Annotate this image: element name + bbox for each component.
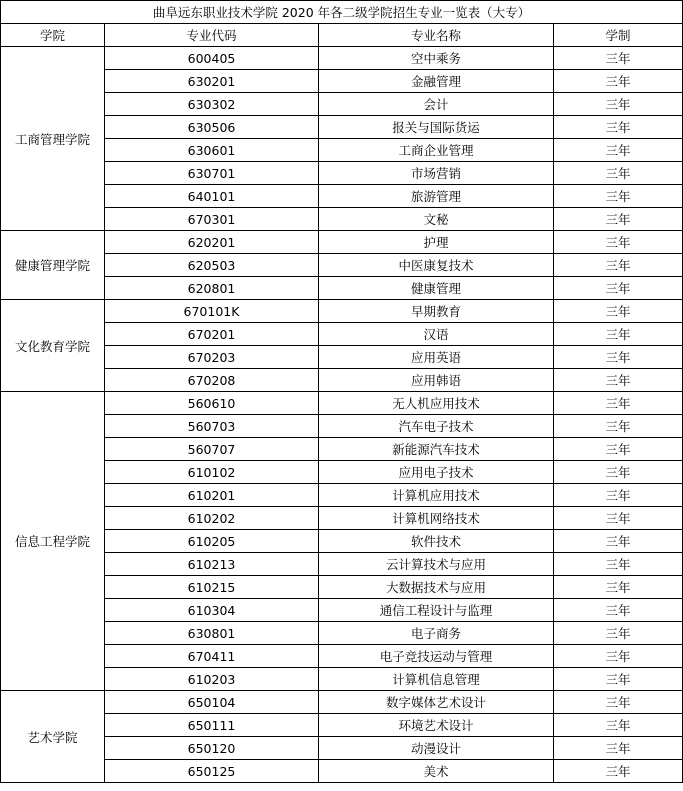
header-duration: 学制 <box>554 24 683 47</box>
major-code-cell: 560610 <box>105 392 319 415</box>
major-duration-cell: 三年 <box>554 392 683 415</box>
major-duration-cell: 三年 <box>554 70 683 93</box>
major-name-cell: 新能源汽车技术 <box>319 438 554 461</box>
major-name-cell: 电子竞技运动与管理 <box>319 645 554 668</box>
major-code-cell: 670101K <box>105 300 319 323</box>
major-duration-cell: 三年 <box>554 323 683 346</box>
major-duration-cell: 三年 <box>554 254 683 277</box>
major-code-cell: 610203 <box>105 668 319 691</box>
major-code-cell: 610202 <box>105 507 319 530</box>
major-duration-cell: 三年 <box>554 553 683 576</box>
major-code-cell: 610215 <box>105 576 319 599</box>
major-code-cell: 600405 <box>105 47 319 70</box>
major-name-cell: 环境艺术设计 <box>319 714 554 737</box>
college-name-cell: 信息工程学院 <box>1 392 105 691</box>
college-name-cell: 健康管理学院 <box>1 231 105 300</box>
major-name-cell: 汉语 <box>319 323 554 346</box>
major-duration-cell: 三年 <box>554 691 683 714</box>
major-name-cell: 早期教育 <box>319 300 554 323</box>
major-name-cell: 空中乘务 <box>319 47 554 70</box>
major-name-cell: 旅游管理 <box>319 185 554 208</box>
major-name-cell: 数字媒体艺术设计 <box>319 691 554 714</box>
major-name-cell: 市场营销 <box>319 162 554 185</box>
major-code-cell: 630201 <box>105 70 319 93</box>
major-duration-cell: 三年 <box>554 484 683 507</box>
table-row <box>1 47 683 70</box>
major-name-cell: 通信工程设计与监理 <box>319 599 554 622</box>
table-row <box>1 392 683 415</box>
major-code-cell: 670301 <box>105 208 319 231</box>
major-name-cell: 美术 <box>319 760 554 783</box>
college-name-cell: 工商管理学院 <box>1 47 105 231</box>
major-name-cell: 会计 <box>319 93 554 116</box>
major-code-cell: 650111 <box>105 714 319 737</box>
major-duration-cell: 三年 <box>554 47 683 70</box>
major-duration-cell: 三年 <box>554 93 683 116</box>
major-code-cell: 630801 <box>105 622 319 645</box>
major-duration-cell: 三年 <box>554 714 683 737</box>
table-title: 曲阜远东职业技术学院 2020 年各二级学院招生专业一览表（大专） <box>1 1 683 24</box>
major-name-cell: 计算机应用技术 <box>319 484 554 507</box>
major-name-cell: 云计算技术与应用 <box>319 553 554 576</box>
major-code-cell: 650125 <box>105 760 319 783</box>
major-code-cell: 630302 <box>105 93 319 116</box>
major-name-cell: 动漫设计 <box>319 737 554 760</box>
major-duration-cell: 三年 <box>554 185 683 208</box>
major-duration-cell: 三年 <box>554 346 683 369</box>
major-name-cell: 电子商务 <box>319 622 554 645</box>
major-duration-cell: 三年 <box>554 415 683 438</box>
major-code-cell: 610102 <box>105 461 319 484</box>
major-code-cell: 670208 <box>105 369 319 392</box>
major-code-cell: 610201 <box>105 484 319 507</box>
major-code-cell: 620801 <box>105 277 319 300</box>
major-code-cell: 620503 <box>105 254 319 277</box>
major-code-cell: 650120 <box>105 737 319 760</box>
major-duration-cell: 三年 <box>554 300 683 323</box>
major-code-cell: 640101 <box>105 185 319 208</box>
major-duration-cell: 三年 <box>554 208 683 231</box>
major-name-cell: 应用电子技术 <box>319 461 554 484</box>
major-duration-cell: 三年 <box>554 369 683 392</box>
major-name-cell: 计算机信息管理 <box>319 668 554 691</box>
major-duration-cell: 三年 <box>554 576 683 599</box>
major-code-cell: 560703 <box>105 415 319 438</box>
major-duration-cell: 三年 <box>554 116 683 139</box>
college-name-cell: 艺术学院 <box>1 691 105 783</box>
major-name-cell: 工商企业管理 <box>319 139 554 162</box>
major-name-cell: 计算机网络技术 <box>319 507 554 530</box>
major-name-cell: 应用韩语 <box>319 369 554 392</box>
major-name-cell: 软件技术 <box>319 530 554 553</box>
major-name-cell: 金融管理 <box>319 70 554 93</box>
major-code-cell: 610213 <box>105 553 319 576</box>
major-duration-cell: 三年 <box>554 622 683 645</box>
major-code-cell: 670201 <box>105 323 319 346</box>
major-name-cell: 健康管理 <box>319 277 554 300</box>
table-body <box>1 47 683 783</box>
header-name: 专业名称 <box>319 24 554 47</box>
major-duration-cell: 三年 <box>554 530 683 553</box>
major-name-cell: 大数据技术与应用 <box>319 576 554 599</box>
major-duration-cell: 三年 <box>554 737 683 760</box>
major-name-cell: 中医康复技术 <box>319 254 554 277</box>
major-name-cell: 文秘 <box>319 208 554 231</box>
major-name-cell: 无人机应用技术 <box>319 392 554 415</box>
major-code-cell: 560707 <box>105 438 319 461</box>
major-duration-cell: 三年 <box>554 599 683 622</box>
major-code-cell: 610304 <box>105 599 319 622</box>
major-code-cell: 630701 <box>105 162 319 185</box>
major-duration-cell: 三年 <box>554 231 683 254</box>
table-row <box>1 231 683 254</box>
header-row <box>1 24 683 47</box>
major-code-cell: 620201 <box>105 231 319 254</box>
major-name-cell: 汽车电子技术 <box>319 415 554 438</box>
major-duration-cell: 三年 <box>554 438 683 461</box>
major-duration-cell: 三年 <box>554 507 683 530</box>
major-duration-cell: 三年 <box>554 277 683 300</box>
major-duration-cell: 三年 <box>554 645 683 668</box>
title-row <box>1 1 683 24</box>
table-row <box>1 300 683 323</box>
major-name-cell: 报关与国际货运 <box>319 116 554 139</box>
major-duration-cell: 三年 <box>554 760 683 783</box>
major-duration-cell: 三年 <box>554 668 683 691</box>
major-name-cell: 应用英语 <box>319 346 554 369</box>
major-duration-cell: 三年 <box>554 139 683 162</box>
table-row <box>1 691 683 714</box>
major-duration-cell: 三年 <box>554 461 683 484</box>
major-code-cell: 670203 <box>105 346 319 369</box>
header-code: 专业代码 <box>105 24 319 47</box>
major-code-cell: 650104 <box>105 691 319 714</box>
major-code-cell: 670411 <box>105 645 319 668</box>
major-duration-cell: 三年 <box>554 162 683 185</box>
major-code-cell: 630601 <box>105 139 319 162</box>
major-code-cell: 610205 <box>105 530 319 553</box>
college-name-cell: 文化教育学院 <box>1 300 105 392</box>
major-code-cell: 630506 <box>105 116 319 139</box>
header-college: 学院 <box>1 24 105 47</box>
major-name-cell: 护理 <box>319 231 554 254</box>
